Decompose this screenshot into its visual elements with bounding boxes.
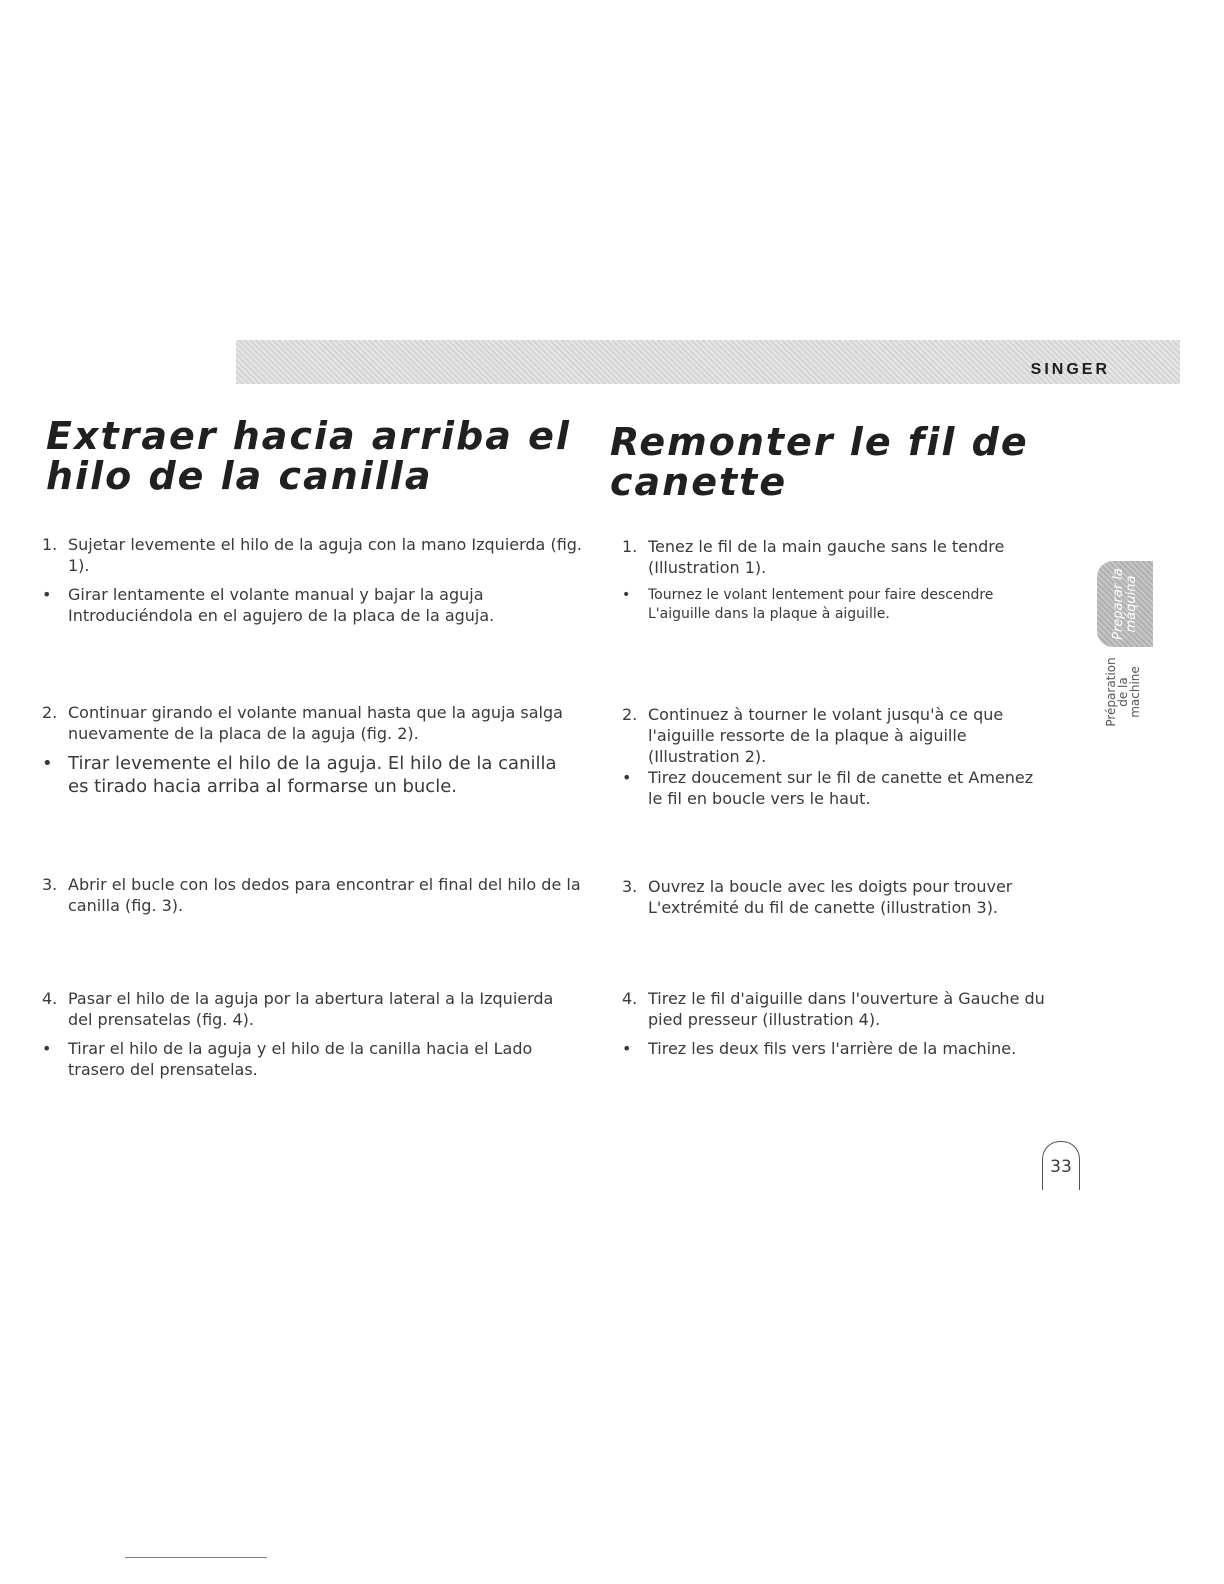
section-tab-line1: Preparar la (1111, 568, 1126, 640)
fr-step2 (622, 704, 1052, 767)
title-french-line1: Remonter le fil de (610, 420, 1029, 464)
title-french (610, 422, 1050, 502)
bullet-icon: • (622, 1039, 632, 1058)
title-spanish (46, 416, 586, 496)
es-step2 (42, 702, 582, 744)
section-tab-spanish (1097, 561, 1153, 647)
es-step4-bullet-text: Tirar el hilo de la aguja y el hilo de la canilla hacia el Lado trasero del prensatelas. (68, 1039, 533, 1079)
bullet-icon: • (42, 585, 52, 604)
brand-logo: SINGER (1030, 361, 1110, 378)
fr-step4-marker: 4. (622, 989, 638, 1008)
es-step3-text: Abrir el bucle con los dedos para encontrar el final del hilo de la canilla (fig. 3). (68, 875, 581, 915)
es-step4 (42, 988, 582, 1030)
es-step4-bullet (42, 1038, 582, 1080)
es-step2-bullet-text: Tirar levemente el hilo de la aguja. El hilo de la canilla es tirado hacia arriba al formarse un bucle. (68, 753, 557, 797)
fr-step1 (622, 536, 1052, 578)
title-french-line2: canette (610, 460, 788, 504)
es-step4-text: Pasar el hilo de la aguja por la abertura lateral a la Izquierda del prensatelas (fig. 4). (68, 989, 554, 1029)
es-step1-bullet-text: Girar lentamente el volante manual y bajar la aguja Introduciéndola en el agujero de la placa de la aguja. (68, 585, 495, 625)
es-step3-block (42, 874, 582, 916)
page-number: 33 (1042, 1141, 1080, 1190)
bullet-icon: • (622, 768, 632, 787)
fr-step2-block (622, 704, 1052, 809)
es-step3-marker: 3. (42, 875, 58, 894)
section-tab-spanish-text (1112, 568, 1138, 640)
section-tab-line2: máquina (1124, 575, 1139, 633)
fr-step1-bullet-text: Tournez le volant lentement pour faire descendre L'aiguille dans la plaque à aiguille. (648, 587, 994, 622)
fr-step2-bullet (622, 767, 1052, 809)
es-step1 (42, 534, 582, 576)
fr-step3-text: Ouvrez la boucle avec les doigts pour trouver L'extrémité du fil de canette (illustration 3). (648, 877, 1013, 917)
section-label-line3: machine (1128, 666, 1142, 718)
es-step2-text: Continuar girando el volante manual hasta que la aguja salga nuevamente de la placa de la aguja (fig. 2). (68, 703, 563, 743)
es-step2-block (42, 702, 582, 798)
fr-step4-text: Tirez le fil d'aiguille dans l'ouverture à Gauche du pied presseur (illustration 4). (648, 989, 1045, 1029)
fr-step3-marker: 3. (622, 877, 638, 896)
es-step2-bullet (42, 752, 582, 798)
es-step1-text: Sujetar levemente el hilo de la aguja con la mano Izquierda (fig. 1). (68, 535, 583, 575)
fr-step1-bullet (622, 586, 1052, 624)
section-label-line1: Préparation (1104, 657, 1118, 727)
fr-step3-block (622, 876, 1052, 918)
fr-step2-bullet-text: Tirez doucement sur le fil de canette et Amenez le fil en boucle vers le haut. (648, 768, 1034, 808)
es-step1-marker: 1. (42, 535, 58, 554)
bullet-icon: • (42, 1039, 52, 1058)
bullet-icon: • (42, 753, 53, 774)
es-step3 (42, 874, 582, 916)
fr-step1-marker: 1. (622, 537, 638, 556)
es-step1-block (42, 534, 582, 626)
fr-step2-text: Continuez à tourner le volant jusqu'à ce que l'aiguille ressorte de la plaque à aiguille (Illustration 2). (648, 705, 1004, 766)
fr-step1-text: Tenez le fil de la main gauche sans le tendre (Illustration 1). (648, 537, 1005, 577)
section-label-french (1100, 652, 1146, 732)
fr-step4-bullet-text: Tirez les deux fils vers l'arrière de la machine. (648, 1039, 1017, 1058)
fr-step4-block (622, 988, 1052, 1059)
es-step1-bullet (42, 584, 582, 626)
footer-rule (125, 1557, 267, 1558)
fr-step3 (622, 876, 1052, 918)
fr-step1-block (622, 536, 1052, 624)
title-spanish-line2: hilo de la canilla (46, 454, 433, 498)
fr-step4-bullet (622, 1038, 1052, 1059)
es-step2-marker: 2. (42, 703, 58, 722)
fr-step4 (622, 988, 1052, 1030)
fr-step2-marker: 2. (622, 705, 638, 724)
section-label-french-text (1105, 657, 1141, 726)
bullet-icon: • (622, 587, 631, 603)
es-step4-block (42, 988, 582, 1080)
title-spanish-line1: Extraer hacia arriba el (46, 414, 571, 458)
header-bar (236, 340, 1180, 384)
es-step4-marker: 4. (42, 989, 58, 1008)
section-label-line2: de la (1116, 677, 1130, 707)
